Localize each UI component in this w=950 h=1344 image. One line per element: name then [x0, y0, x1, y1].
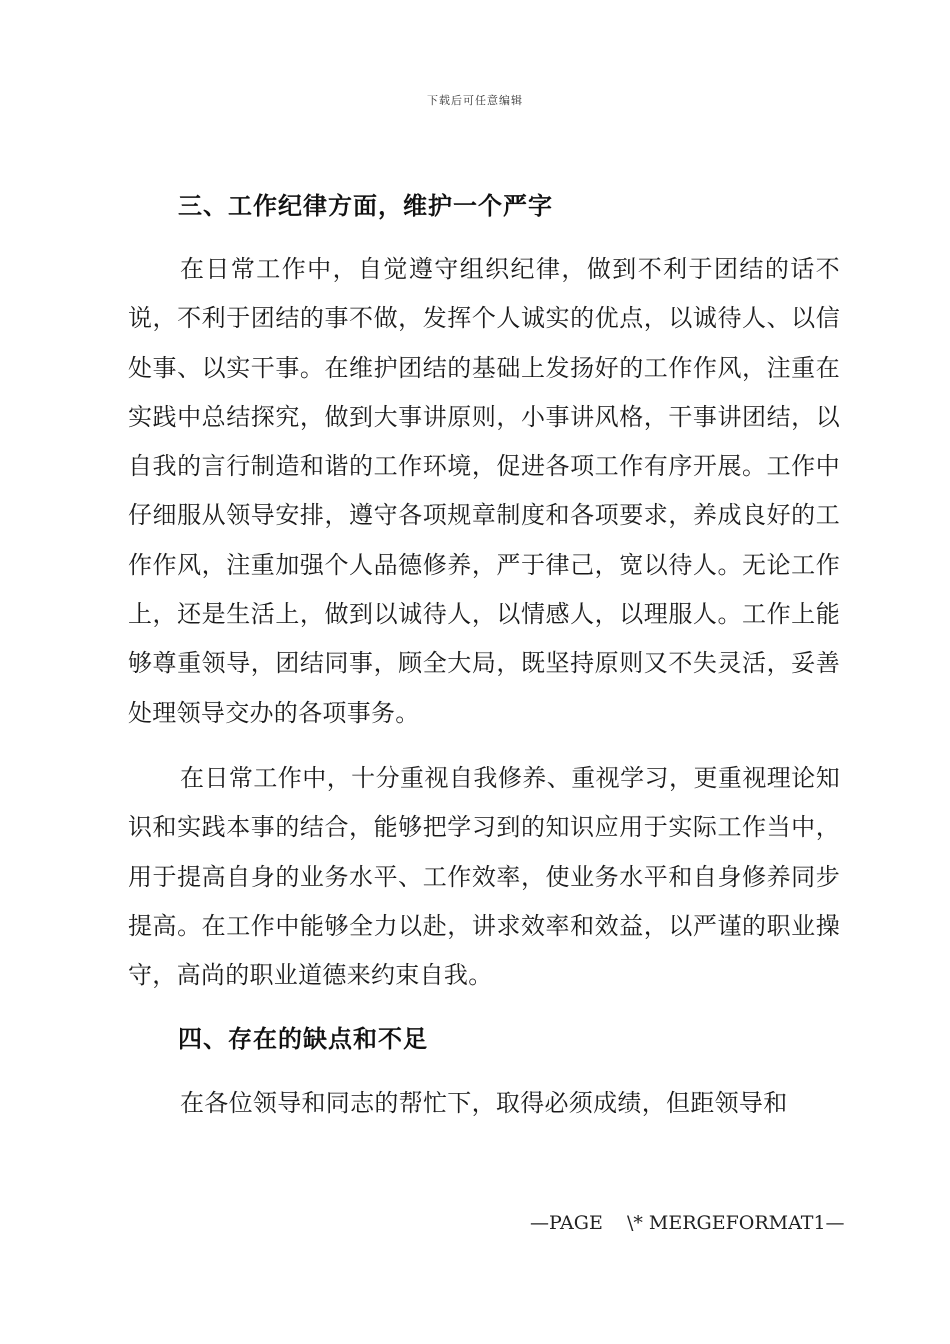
section-3-heading: 三、工作纪律方面，维护一个严字: [178, 192, 553, 220]
section-3-paragraph-2: 在日常工作中，十分重视自我修养、重视学习，更重视理论知识和实践本事的结合，能够把学习到的知识应用于实际工作当中，用于提高自身的业务水平、工作效率，使业务水平和自身修养同步提高。在工作中能够全力以赴，讲求效率和效益，以严谨的职业操守，高尚的职业道德来约束自我。: [128, 764, 840, 990]
footer-page-field: —PAGE \* MERGEFORMAT1—: [530, 1212, 845, 1234]
header-note: 下载后可任意编辑: [427, 94, 523, 107]
section-4-heading: 四、存在的缺点和不足: [178, 1025, 428, 1053]
section-4-paragraph-1: 在各位领导和同志的帮忙下，取得必须成绩，但距领导和: [180, 1089, 788, 1117]
section-3-paragraph-1: 在日常工作中，自觉遵守组织纪律，做到不利于团结的话不说，不利于团结的事不做，发挥个人诚实的优点，以诚待人、以信处事、以实干事。在维护团结的基础上发扬好的工作作风，注重在实践中总结探究，做到大事讲原则，小事讲风格，干事讲团结，以自我的言行制造和谐的工作环境，促进各项工作有序开展。工作中仔细服从领导安排，遵守各项规章制度和各项要求，养成良好的工作作风，注重加强个人品德修养，严于律己，宽以待人。无论工作上，还是生活上，做到以诚待人，以情感人，以理服人。工作上能够尊重领导，团结同事，顾全大局，既坚持原则又不失灵活，妥善处理领导交办的各项事务。: [128, 255, 840, 727]
